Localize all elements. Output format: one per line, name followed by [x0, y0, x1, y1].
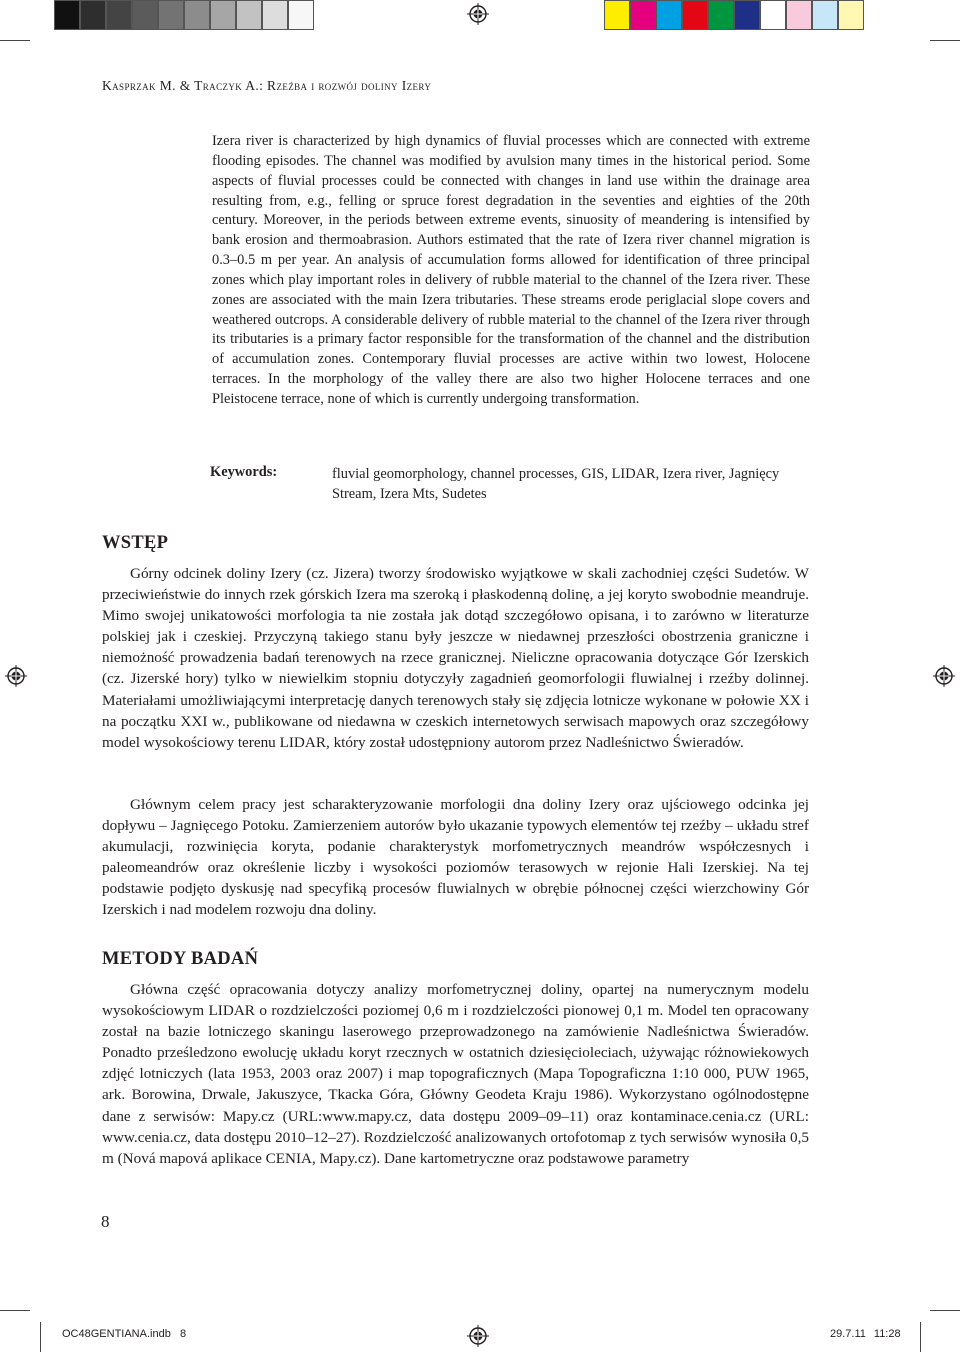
page-number: 8: [101, 1212, 110, 1231]
color-swatch: [708, 0, 734, 30]
section-title-metody-badan: METODY BADAŃ: [102, 949, 259, 969]
registration-mark-bottom-icon: [467, 1325, 489, 1347]
color-swatch: [210, 0, 236, 30]
crop-mark: [0, 40, 30, 41]
keywords-text: fluvial geomorphology, channel processes, GIS, LIDAR, Izera river, Jagnięcy Stream, Izera Mts, Sudetes: [332, 466, 780, 502]
registration-mark-right-icon: [933, 665, 955, 687]
color-swatch: [236, 0, 262, 30]
color-swatch: [158, 0, 184, 30]
slug-time: 11:28: [873, 1328, 901, 1340]
running-head: Kasprzak M. & Traczyk A.: Rzeźba i rozwój doliny Izery: [102, 78, 432, 93]
paragraph: Górny odcinek doliny Izery (cz. Jizera) tworzy środowisko wyjątkowe w skali zachodniej części Sudetów. W przeciwieństwie do innych rzek górskich Izera ma szeroką i płaskodenną dolinę, a jej koryto swobodnie meandruje. Mimo swojej unikatowości morfologia ta nie została jak dotąd szczegółowo opisana, i to zarówno w literaturze polskiej jak i czeskiej. Przyczyną takiego stanu były jeszcze w niedawnej przeszłości obostrzenia graniczne i niemożność prowadzenia badań terenowych na rzece granicznej. Nieliczne opracowania dotyczące Gór Izerskich (cz. Jizerské hory) tylko w niewielkim stopniu dotyczyły zagadnień geomorfologii fluwialnej i rzeźby dolinnej. Materiałami umożliwiającymi interpretację danych terenowych stały się zdjęcia lotnicze wykonane w połowie XX i na początku XXI w., publikowane od niedawna w czeskich internetowych serwisach mapowych oraz szczegółowy model wysokościowy terenu LIDAR, który został udostępniony autorom przez Nadleśnictwo Świeradów.: [102, 565, 809, 751]
slug-file-name: OC48GENTIANA.indb 8: [62, 1328, 187, 1340]
crop-mark: [930, 40, 960, 41]
section-title-wstep: WSTĘP: [102, 533, 169, 553]
paragraph: Głównym celem pracy jest scharakteryzowanie morfologii dna doliny Izery oraz ujściowego odcinka jej dopływu – Jagnięcego Potoku. Zamierzeniem autorów było ukazanie typowych elementów tej rzeźby – układu stref akumulacji, rozwinięcia koryta, podanie charakterystyk morfometrycznych meandrów współczesnych i paleomeandrów oraz określenie liczby i wysokości poziomów terasowych w rejonie Hali Izerskiej. Na tej podstawie podjęto dyskusję nad specyfiką procesów fluwialnych w obrębie północnej części wierzchowiny Gór Izerskich i nad modelem rozwoju dna doliny.: [102, 796, 809, 919]
crop-mark: [930, 1310, 960, 1311]
slug-date: 29.7.11: [830, 1328, 866, 1340]
color-swatch: [604, 0, 630, 30]
color-swatch: [262, 0, 288, 30]
paragraph: Główna część opracowania dotyczy analizy morfometrycznej doliny, opartej na numerycznym modelu wysokościowym LIDAR o rozdzielczości poziomej 0,6 m i rozdzielczości pionowej 0,1 m. Model ten opracowany został na bazie lotniczego skaningu laserowego przeprowadzonego na zamówienie Nadleśnictwa Świeradów. Ponadto prześledzono ewolucję układu koryt rzecznych w ostatnich dziesięcioleciach, używając różnowiekowych zdjęć lotniczych (lata 1953, 2003 oraz 2007) i map topograficznych (Mapa Topograficzna 1:10 000, PUW 1965, ark. Borowina, Drwale, Jakuszyce, Tkacka Góra, Główny Geodeta Kraju 1986). Wykorzystano ogólnodostępne dane z serwisów: Mapy.cz (URL:www.mapy.cz, data dostępu 2009–09–11) oraz kontaminace.cenia.cz (URL: www.cenia.cz, data dostępu 2010–12–27). Rozdzielczość analizowanych ortofotomap z tych serwisów wynosiła 0,5 m (Nová mapová aplikace CENIA, Mapy.cz). Dane kartometryczne oraz podstawowe parametry: [102, 981, 809, 1167]
crop-mark: [920, 1322, 921, 1352]
color-swatch: [132, 0, 158, 30]
color-swatch: [106, 0, 132, 30]
crop-mark: [40, 1322, 41, 1352]
color-swatch: [838, 0, 864, 30]
color-swatch: [184, 0, 210, 30]
color-swatch: [760, 0, 786, 30]
color-swatch: [80, 0, 106, 30]
color-swatch: [734, 0, 760, 30]
color-swatch: [630, 0, 656, 30]
keywords-label: Keywords:: [210, 464, 278, 480]
cmyk-color-bar: [604, 0, 864, 30]
color-swatch: [656, 0, 682, 30]
crop-mark: [0, 1310, 30, 1311]
abstract-text: Izera river is characterized by high dynamics of fluvial processes which are connected with extreme flooding episodes. The channel was modified by avulsion many times in the historical period. Some aspects of fluvial processes could be connected with changes in land use within the drainage area resulting from, e.g., felling or spruce forest degradation in the seventies and eighties of the 20th century. Moreover, in the periods between extreme events, sinuosity of meandering is intensified by bank erosion and thermoabrasion. Authors estimated that the rate of Izera river channel migration is 0.3–0.5 m per year. An analysis of accumulation forms allowed for identification of three principal zones which play important roles in delivery of rubble material to the channel of the Izera river. These zones are associated with the main Izera tributaries. These streams erode periglacial slope covers and weathered outcrops. A considerable delivery of rubble material to the channel of the Izera river through its tributaries is a primary factor responsible for the transformation of the channel and the distribution of accumulation zones. Contemporary fluvial processes are active within two lowest, Holocene terraces. In the morphology of the valley there are also two higher Holocene terraces and one Pleistocene terrace, none of which is currently undergoing transformation.: [212, 133, 810, 407]
slug-timestamp: [830, 1328, 901, 1340]
registration-mark-top-icon: [467, 3, 489, 25]
registration-mark-left-icon: [5, 665, 27, 687]
color-swatch: [786, 0, 812, 30]
color-swatch: [54, 0, 80, 30]
grayscale-color-bar: [54, 0, 314, 30]
color-swatch: [812, 0, 838, 30]
color-swatch: [682, 0, 708, 30]
color-swatch: [288, 0, 314, 30]
